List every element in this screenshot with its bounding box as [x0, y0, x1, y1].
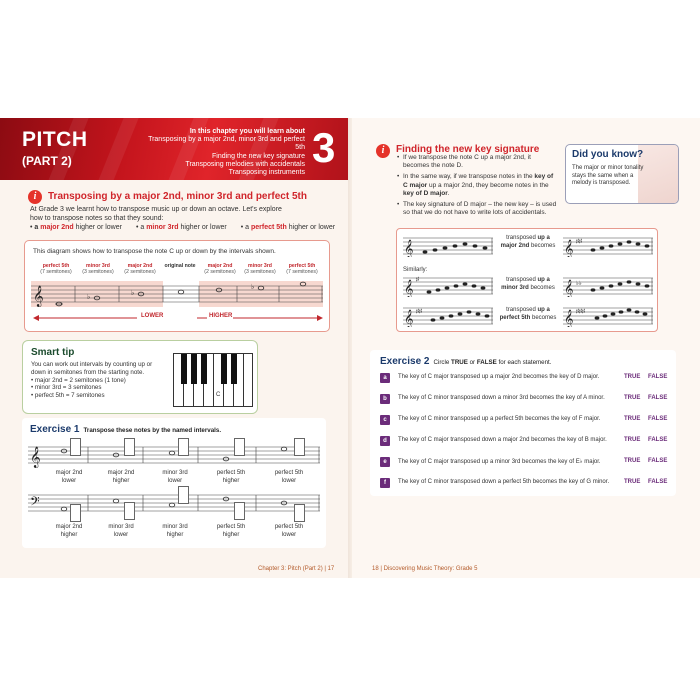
- true-false-row: [380, 435, 670, 449]
- transposition-label: transposed up a minor 3rd becomes: [501, 277, 555, 291]
- a-major-staff: [563, 305, 653, 327]
- item-letter: e: [380, 457, 390, 467]
- chapter-title: PITCH: [22, 128, 88, 151]
- svg-text:𝄞: 𝄞: [564, 309, 574, 327]
- intro-line: At Grade 3 we learnt how to transpose music up or down an octave. Let's explore: [30, 206, 282, 213]
- transposition-label: transposed up a major 2nd becomes: [500, 235, 556, 249]
- svg-text:𝄞: 𝄞: [564, 279, 574, 297]
- svg-text:𝄞: 𝄞: [404, 279, 414, 297]
- arrow-lines: [33, 311, 323, 325]
- black-key: [231, 354, 237, 384]
- exercise-1-box: [22, 418, 326, 548]
- c-major-staff-2: [403, 305, 493, 327]
- d-major-staff: [563, 235, 653, 257]
- item-letter: a: [380, 373, 390, 383]
- tip-line: down in semitones from the starting note.: [31, 368, 145, 376]
- bullet-item: • If we transpose the note C up a major 2nd, it becomes the note D.: [397, 154, 557, 170]
- item-letter: d: [380, 436, 390, 446]
- false-option[interactable]: FALSE: [648, 479, 668, 485]
- b-flat-major-staff: [563, 275, 653, 297]
- exercise-label: major 2nd higher: [107, 470, 135, 484]
- key-c-label: C: [216, 392, 221, 398]
- higher-label: HIGHER: [209, 313, 233, 319]
- true-option[interactable]: TRUE: [624, 416, 641, 422]
- transposition-label: transposed up a perfect 5th becomes: [499, 307, 557, 321]
- did-you-know-box: [565, 144, 679, 204]
- false-option[interactable]: FALSE: [648, 395, 668, 401]
- key-signature-examples: [396, 228, 658, 332]
- answer-box[interactable]: [234, 438, 245, 456]
- true-option[interactable]: TRUE: [624, 437, 641, 443]
- interval-label: minor 3rd (3 semitones): [244, 263, 276, 275]
- keyboard-illustration: [173, 353, 253, 407]
- exercise-label: perfect 5th lower: [274, 470, 304, 484]
- tip-item: • perfect 5th = 7 semitones: [31, 392, 105, 400]
- false-option[interactable]: FALSE: [648, 416, 668, 422]
- item-letter: b: [380, 394, 390, 404]
- answer-box[interactable]: [294, 504, 305, 522]
- true-false-row: [380, 393, 670, 407]
- black-key: [221, 354, 227, 384]
- smart-tip-text: [31, 361, 171, 400]
- svg-text:♯: ♯: [416, 277, 419, 283]
- exercise-1-title: Exercise 1 Transpose these notes by the named intervals.: [30, 424, 222, 435]
- true-option[interactable]: TRUE: [624, 479, 641, 485]
- svg-text:♯♯: ♯♯: [416, 309, 422, 315]
- smart-tip-title: Smart tip: [31, 347, 75, 358]
- svg-text:♭: ♭: [87, 294, 91, 301]
- interval-label: perfect 5th (7 semitones): [286, 263, 318, 275]
- answer-box[interactable]: [70, 504, 81, 522]
- lower-label: LOWER: [141, 313, 164, 319]
- item-letter: c: [380, 415, 390, 425]
- info-icon: i: [28, 190, 42, 204]
- tip-line: You can work out intervals by counting up or: [31, 361, 153, 368]
- exercise-label: major 2nd lower: [55, 470, 83, 484]
- svg-text:♭: ♭: [131, 290, 135, 297]
- true-option[interactable]: TRUE: [624, 395, 641, 401]
- statement-text: The key of C major transposed down a major 2nd becomes the key of B major.: [398, 437, 607, 443]
- diagram-caption: This diagram shows how to transpose the note C up or down by the intervals shown.: [33, 248, 276, 255]
- bullet-item: • a perfect 5th higher or lower: [241, 224, 335, 231]
- chapter-banner: [0, 118, 350, 180]
- intro-line: how to transpose notes so that they sound:: [30, 215, 164, 222]
- interval-label: minor 3rd (3 semitones): [82, 263, 114, 275]
- statement-text: The key of C minor transposed down a perfect 5th becomes the key of G minor.: [398, 479, 610, 485]
- section-heading: Finding the new key signature: [396, 144, 540, 155]
- interval-label: perfect 5th (7 semitones): [40, 263, 72, 275]
- statement-text: The key of C minor transposed down a minor 3rd becomes the key of A minor.: [398, 395, 605, 401]
- black-key: [201, 354, 207, 384]
- answer-box[interactable]: [234, 502, 245, 520]
- true-option[interactable]: TRUE: [624, 374, 641, 380]
- svg-text:♭: ♭: [251, 284, 255, 291]
- svg-text:♯♯: ♯♯: [576, 239, 582, 245]
- exercise-label: minor 3rd lower: [162, 470, 188, 484]
- intro-lead: In this chapter you will learn about: [189, 128, 305, 135]
- svg-text:♯♯♯: ♯♯♯: [576, 309, 585, 315]
- statement-text: The key of C major transposed up a major 2nd becomes the key of D major.: [398, 374, 600, 380]
- similarly-label: Similarly:: [403, 267, 428, 273]
- answer-box[interactable]: [294, 438, 305, 456]
- intro-item: Transposing melodies with accidentals: [185, 160, 305, 168]
- bullet-item: • In the same way, if we transpose notes in the key of C major up a major 2nd, they become notes in the key of D major.: [397, 173, 557, 198]
- section-intro: [30, 205, 330, 223]
- diagram-staff: [31, 281, 323, 307]
- true-option[interactable]: TRUE: [624, 458, 641, 464]
- true-false-row: [380, 456, 670, 470]
- left-page: [0, 118, 350, 578]
- transposition-diagram: [24, 240, 330, 332]
- answer-box[interactable]: [124, 502, 135, 520]
- exercise-label: perfect 5th lower: [274, 524, 304, 538]
- c-major-staff: [403, 235, 493, 257]
- g-major-staff: [403, 275, 493, 297]
- interval-label: major 2nd (2 semitones): [204, 263, 236, 275]
- direction-arrows: [33, 311, 323, 325]
- answer-box[interactable]: [178, 438, 189, 456]
- answer-box[interactable]: [124, 438, 135, 456]
- interval-bullets: [30, 224, 335, 231]
- answer-box[interactable]: [70, 438, 81, 456]
- exercise-label: minor 3rd higher: [162, 524, 188, 538]
- black-key: [191, 354, 197, 384]
- true-false-row: [380, 477, 670, 491]
- chapter-subtitle: (PART 2): [22, 154, 72, 168]
- book-gutter: [348, 118, 352, 578]
- key-signature-bullets: [397, 154, 557, 220]
- false-option[interactable]: FALSE: [648, 437, 668, 443]
- item-letter: f: [380, 478, 390, 488]
- exercise-label: perfect 5th higher: [216, 470, 246, 484]
- answer-box[interactable]: [178, 486, 189, 504]
- true-false-row: [380, 372, 670, 386]
- did-you-know-text: The major or minor tonality stays the same when a melody is transposed.: [572, 165, 644, 186]
- page-footer-left: Chapter 3: Pitch (Part 2) | 17: [258, 566, 335, 572]
- chapter-number: 3: [312, 124, 336, 171]
- chapter-intro: [140, 128, 305, 177]
- exercise-label: major 2nd higher: [55, 524, 83, 538]
- svg-text:𝄞: 𝄞: [404, 239, 414, 257]
- exercise-2-title: Exercise 2 Circle TRUE or FALSE for each statement.: [380, 356, 552, 367]
- svg-text:𝄞: 𝄞: [33, 286, 44, 307]
- book-spread: [0, 118, 700, 578]
- smart-tip-box: [22, 340, 258, 414]
- intro-item: Transposing instruments: [228, 169, 305, 177]
- black-key: [181, 354, 187, 384]
- svg-text:𝄞: 𝄞: [30, 447, 41, 468]
- tip-item: • minor 3rd = 3 semitones: [31, 384, 102, 392]
- section-heading: Transposing by a major 2nd, minor 3rd and perfect 5th: [48, 191, 307, 202]
- did-you-know-title: Did you know?: [572, 149, 644, 160]
- svg-text:𝄞: 𝄞: [564, 239, 574, 257]
- interval-label: major 2nd (2 semitones): [124, 263, 156, 275]
- intro-item: Finding the new key signature: [212, 152, 305, 160]
- page-footer-right: 18 | Discovering Music Theory: Grade 5: [372, 566, 478, 572]
- svg-text:𝄞: 𝄞: [404, 309, 414, 327]
- bullet-item: • The key signature of D major – the new key – is used so that we do not have to write lots of accidentals.: [397, 201, 557, 217]
- banner-streak: [94, 118, 141, 180]
- exercise-label: perfect 5th higher: [216, 524, 246, 538]
- bullet-item: • a minor 3rd higher or lower: [136, 224, 227, 231]
- interval-label: original note: [164, 263, 196, 269]
- exercise-2-box: [370, 350, 676, 496]
- statement-text: The key of C minor transposed up a perfect 5th becomes the key of F major.: [398, 416, 601, 422]
- statement-text: The key of C major transposed up a minor 3rd becomes the key of E♭ major.: [398, 459, 601, 465]
- info-icon: i: [376, 144, 390, 158]
- bullet-item: • a major 2nd higher or lower: [30, 224, 122, 231]
- intro-item: Transposing by a major 2nd, minor 3rd and perfect 5th: [148, 136, 305, 152]
- tip-item: • major 2nd = 2 semitones (1 tone): [31, 376, 126, 384]
- false-option[interactable]: FALSE: [648, 374, 668, 380]
- svg-text:𝄢: 𝄢: [30, 494, 40, 512]
- exercise-label: minor 3rd lower: [108, 524, 134, 538]
- true-false-row: [380, 414, 670, 428]
- svg-text:♭♭: ♭♭: [576, 281, 582, 287]
- false-option[interactable]: FALSE: [648, 458, 668, 464]
